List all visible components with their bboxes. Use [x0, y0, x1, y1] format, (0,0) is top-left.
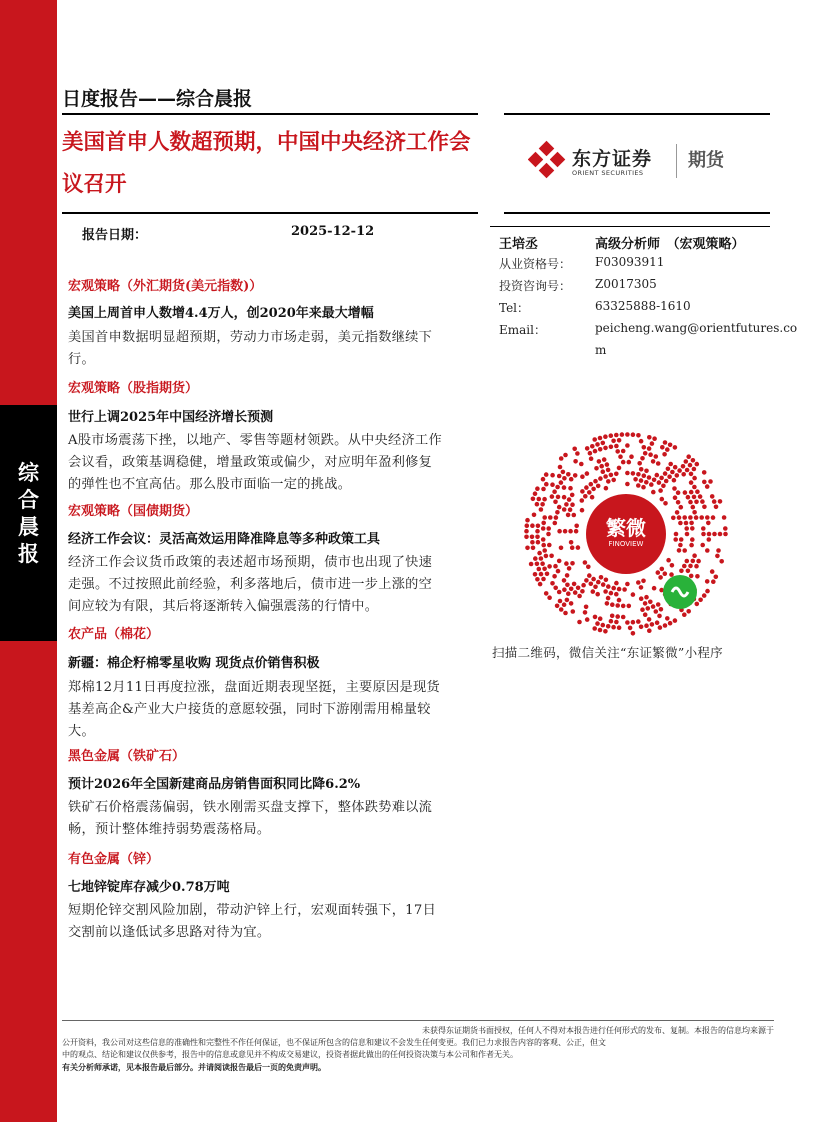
section-body: 短期伦锌交割风险加剧，带动沪锌上行，宏观面转强下，17日 交割前以逢低试多思路对待为宜。 [68, 903, 437, 940]
section-title: 七地锌锭库存减少0.78万吨 [68, 880, 230, 895]
report-date-value: 2025-12-12 [291, 224, 375, 239]
analyst-row-value: F03093911 [595, 255, 665, 269]
qr-caption: 扫描二维码，微信关注“东证繁微”小程序 [492, 645, 723, 660]
section-title: 新疆：棉企籽棉零星收购 现货点价销售积极 [68, 656, 320, 671]
section-category: 宏观策略（国债期货） [68, 504, 199, 519]
analyst-email[interactable]: peicheng.wang@orientfutures.co [595, 321, 798, 335]
analyst-row-label: Tel： [499, 301, 530, 315]
analyst-rule [490, 226, 770, 227]
brand-english: ORIENT SECURITIES [572, 169, 644, 177]
footer-rule [62, 1020, 774, 1021]
section-category: 有色金属（锌） [68, 852, 160, 867]
qr-badge-en: FINOVIEW [608, 540, 644, 548]
section-body: 铁矿石价格震荡偏弱，铁水刚需买盘支撑下，整体跌势难以流 畅，预计整体维持弱势震荡格局。 [68, 800, 433, 837]
sidebar-category-label: 综 合 晨 报 [18, 461, 39, 566]
report-type: 日度报告——综合晨报 [62, 88, 253, 110]
headline-rule-right [504, 212, 770, 214]
brand-divider [676, 144, 677, 178]
header-rule-right [504, 113, 770, 115]
section-body: 美国首申数据明显超预期，劳动力市场走弱，美元指数继续下 行。 [68, 330, 433, 367]
analyst-row-label: Email： [499, 323, 546, 337]
headline: 美国首申人数超预期，中国中央经济工作会议召开 [62, 130, 471, 197]
section-title: 美国上周首申人数增4.4万人，创2020年来最大增幅 [68, 306, 374, 321]
analyst-row-label: 投资咨询号： [499, 279, 572, 293]
analyst-email-cont: m [595, 343, 607, 357]
headline-rule-left [62, 212, 478, 214]
section-body: A股市场震荡下挫，以地产、零售等题材领跌。从中央经济工作 会议看，政策基调稳健，增量政策或偏少，对应明年盈利修复 的弹性也不宜高估。那么股市面临一定的挑战。 [68, 433, 442, 492]
section-category: 宏观策略（股指期货） [68, 381, 199, 396]
section-category: 黑色金属（铁矿石） [68, 749, 186, 764]
analyst-row-value: Z0017305 [595, 277, 657, 291]
brand-division: 期货 [688, 150, 724, 171]
footer-notice: 有关分析师承诺，见本报告最后部分。并请阅读报告最后一页的免责声明。 [62, 1062, 326, 1072]
report-date-label: 报告日期： [82, 228, 148, 243]
section-category: 农产品（棉花） [68, 627, 160, 642]
analyst-row-label: 从业资格号： [499, 257, 572, 271]
qr-code[interactable] [522, 430, 730, 638]
section-body: 郑棉12月11日再度拉涨，盘面近期表现坚挺，主要原因是现货 基差高企&产业大户接货的意愿较强，同时下游刚需用棉量较 大。 [68, 680, 440, 739]
header-rule-left [62, 113, 478, 115]
section-title: 经济工作会议：灵活高效运用降准降息等多种政策工具 [68, 532, 381, 547]
qr-badge: 繁微 [606, 516, 646, 540]
footer-disclaimer: 中的观点、结论和建议仅供参考，报告中的信息或意见并不构成交易建议，投资者据此做出的任何投资决策与本公司和作者无关。 [62, 1050, 518, 1059]
analyst-row-value: 63325888-1610 [595, 299, 691, 313]
analyst-title: 高级分析师 （宏观策略） [595, 237, 745, 252]
section-body: 经济工作会议货币政策的表述超市场预期，债市也出现了快速 走强。不过按照此前经验，利多落地后，债市进一步上涨的空 间应较为有限，其后将逐渐转入偏强震荡的行情中。 [68, 555, 433, 614]
brand-logo [528, 140, 768, 184]
analyst-name: 王培丞 [499, 237, 539, 252]
section-title: 世行上调2025年中国经济增长预测 [68, 410, 274, 425]
section-category: 宏观策略（外汇期货(美元指数)） [68, 279, 263, 294]
brand-name: 东方证券 [572, 148, 653, 170]
footer-disclaimer: 公开资料，我公司对这些信息的准确性和完整性不作任何保证，也不保证所包含的信息和建议不会发生任何变更。我们已力求报告内容的客观、公正，但文 [62, 1038, 606, 1047]
footer-disclaimer: 未获得东证期货书面授权，任何人不得对本报告进行任何形式的发布、复制。本报告的信息均来源于 [422, 1026, 774, 1035]
section-title: 预计2026年全国新建商品房销售面积同比降6.2% [68, 777, 361, 792]
